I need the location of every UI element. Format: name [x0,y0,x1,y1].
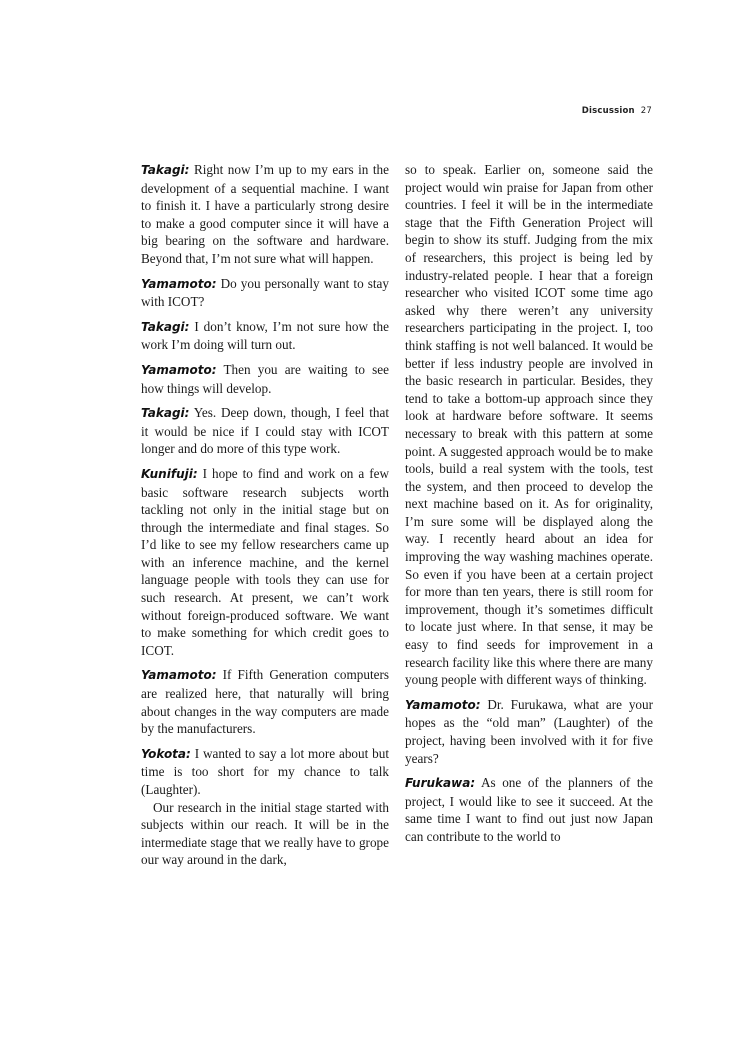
left-column [141,161,389,876]
speaker-name: Takagi: [141,406,190,421]
right-column [405,161,653,853]
paragraph [141,666,389,737]
paragraph [405,696,653,767]
speaker-name: Kunifuji: [141,466,198,481]
paragraph [141,465,389,660]
paragraph [141,318,389,354]
paragraph-text: I don’t know, I’m not sure how the work I’m doing will turn out. [141,318,389,353]
paragraph-text: I hope to find and work on a few basic software research subjects worth tackling not only in the initial stage but on through the intermediate and final stages. So I’d like to see my fellow researchers came up with an inference machine, and the kernel language people with tools they can use for such research. At present, we can’t work without foreign-produced software. We want to make something for which credit goes to ICOT. [141,465,389,658]
paragraph-text: so to speak. Earlier on, someone said the project would win praise for Japan from other countries. I feel it will be in the intermediate stage that the Fifth Generation Project will begin to show its stuff. Judging from the mix of researchers, this project is being led by industry-related people. I hear that a foreign researcher who visited ICOT some time ago asked why there weren’t any university researchers participating in the project. I, too think staffing is not well balanced. It would be better if less industry people are involved in the basic research in particular. Besides, they tend to take a bottom-up approach since they look at hardware before software. It seems necessary to break with this pattern at some point. A suggested approach would be to make tools, build a real system with the tools, test the system, and then proceed to develop the next machine based on it. As for originality, I’m sure some will be displayed along the way. I recently heard about an idea for improving the way washing machines operate. So even if you have been at a certain project for more than ten years, there is still room for improvement, though it’s sometimes difficult to locate just where. In that sense, it may be easy to find seeds for improvement in a research facility like this where there are many young people with different ways of thinking. [405,162,653,688]
speaker-name: Furukawa: [405,776,476,791]
paragraph-text: I wanted to say a lot more about but time is too short for my chance to talk (Laughter). [141,745,389,797]
paragraph-text: As one of the planners of the project, I would like to see it succeed. At the same time I want to find out just now Japan can contribute to the world to [405,775,653,844]
paragraph-text: Yes. Deep down, though, I feel that it would be nice if I could stay with ICOT longer and do more of this type work. [141,405,389,457]
paragraph [141,275,389,311]
paragraph [141,361,389,397]
paragraph-text: Right now I’m up to my ears in the development of a sequential machine. I want to finish it. I have a particularly strong desire to make a good computer since it will have a big bearing on the software and hardware. Beyond that, I’m not sure what will happen. [141,162,389,266]
speaker-name: Yamamoto: [141,668,217,683]
paragraph [141,404,389,458]
speaker-name: Takagi: [141,319,190,334]
paragraph [141,161,389,268]
paragraph-text: Do you personally want to stay with ICOT? [141,275,389,310]
paragraph-text: Dr. Furukawa, what are your hopes as the “old man” (Laughter) of the project, having been involved with it for five years? [405,696,653,766]
speaker-name: Yamamoto: [141,362,217,377]
paragraph [141,745,389,799]
paragraph [141,799,389,869]
speaker-name: Yamamoto: [141,276,217,291]
paragraph-text: Then you are waiting to see how things will develop. [141,361,389,396]
page-number: 27 [640,106,652,116]
speaker-name: Yamamoto: [405,697,481,712]
paragraph [405,774,653,845]
speaker-name: Yokota: [141,746,191,761]
speaker-name: Takagi: [141,163,190,177]
section-title: Discussion [581,106,635,116]
paragraph-text: If Fifth Generation computers are realized here, that naturally will bring about changes in the way computers are made by the manufacturers. [141,667,389,737]
paragraph-text: Our research in the initial stage started with subjects within our reach. It will be in the intermediate stage that we really have to grope our way around in the dark, [141,799,389,868]
paragraph [405,161,653,689]
running-head [582,106,652,116]
